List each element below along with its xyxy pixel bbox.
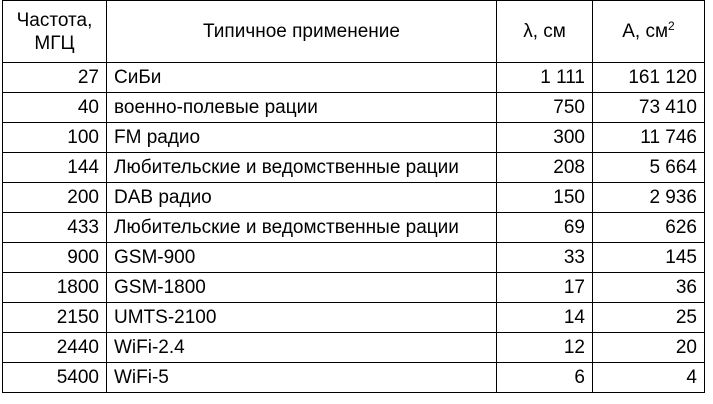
cell-frequency: 27 <box>3 63 107 93</box>
cell-frequency: 2440 <box>3 333 107 363</box>
cell-frequency: 40 <box>3 93 107 123</box>
cell-area: 73 410 <box>593 93 705 123</box>
table-body <box>3 63 705 393</box>
cell-area: 5 664 <box>593 153 705 183</box>
cell-application: Любительские и ведомственные рации <box>107 153 497 183</box>
header-area-label: A, см <box>622 21 669 42</box>
table-row <box>3 363 705 393</box>
cell-wavelength: 300 <box>497 123 593 153</box>
frequency-table <box>2 0 705 393</box>
table-row <box>3 273 705 303</box>
cell-area: 20 <box>593 333 705 363</box>
cell-frequency: 144 <box>3 153 107 183</box>
cell-wavelength: 1 111 <box>497 63 593 93</box>
header-application: Типичное применение <box>107 1 497 63</box>
cell-area: 145 <box>593 243 705 273</box>
table-row <box>3 63 705 93</box>
cell-frequency: 900 <box>3 243 107 273</box>
cell-application: UMTS-2100 <box>107 303 497 333</box>
cell-frequency: 2150 <box>3 303 107 333</box>
table-row <box>3 333 705 363</box>
header-area <box>593 1 705 63</box>
table-row <box>3 153 705 183</box>
header-frequency-line2: МГЦ <box>34 32 75 54</box>
cell-wavelength: 12 <box>497 333 593 363</box>
cell-frequency: 200 <box>3 183 107 213</box>
cell-area: 36 <box>593 273 705 303</box>
table-row <box>3 243 705 273</box>
cell-area: 161 120 <box>593 63 705 93</box>
cell-wavelength: 17 <box>497 273 593 303</box>
cell-area: 25 <box>593 303 705 333</box>
cell-wavelength: 69 <box>497 213 593 243</box>
table-row <box>3 303 705 333</box>
table-row <box>3 93 705 123</box>
cell-application: Любительские и ведомственные рации <box>107 213 497 243</box>
cell-wavelength: 150 <box>497 183 593 213</box>
cell-application: WiFi-2.4 <box>107 333 497 363</box>
cell-wavelength: 6 <box>497 363 593 393</box>
header-frequency-line1: Частота, <box>16 9 93 31</box>
cell-area: 2 936 <box>593 183 705 213</box>
cell-application: GSM-1800 <box>107 273 497 303</box>
cell-area: 626 <box>593 213 705 243</box>
cell-frequency: 433 <box>3 213 107 243</box>
cell-frequency: 5400 <box>3 363 107 393</box>
table-row <box>3 213 705 243</box>
cell-wavelength: 14 <box>497 303 593 333</box>
cell-application: GSM-900 <box>107 243 497 273</box>
cell-application: DAB радио <box>107 183 497 213</box>
header-frequency <box>3 1 107 63</box>
table-header-row <box>3 1 705 63</box>
table-row <box>3 183 705 213</box>
cell-area: 4 <box>593 363 705 393</box>
cell-wavelength: 750 <box>497 93 593 123</box>
cell-application: WiFi-5 <box>107 363 497 393</box>
cell-application: военно-полевые рации <box>107 93 497 123</box>
header-wavelength: λ, см <box>497 1 593 63</box>
cell-area: 11 746 <box>593 123 705 153</box>
cell-frequency: 1800 <box>3 273 107 303</box>
cell-application: СиБи <box>107 63 497 93</box>
cell-application: FM радио <box>107 123 497 153</box>
table-row <box>3 123 705 153</box>
cell-wavelength: 33 <box>497 243 593 273</box>
cell-wavelength: 208 <box>497 153 593 183</box>
header-area-superscript: 2 <box>668 19 675 33</box>
cell-frequency: 100 <box>3 123 107 153</box>
frequency-table-container <box>2 0 705 393</box>
